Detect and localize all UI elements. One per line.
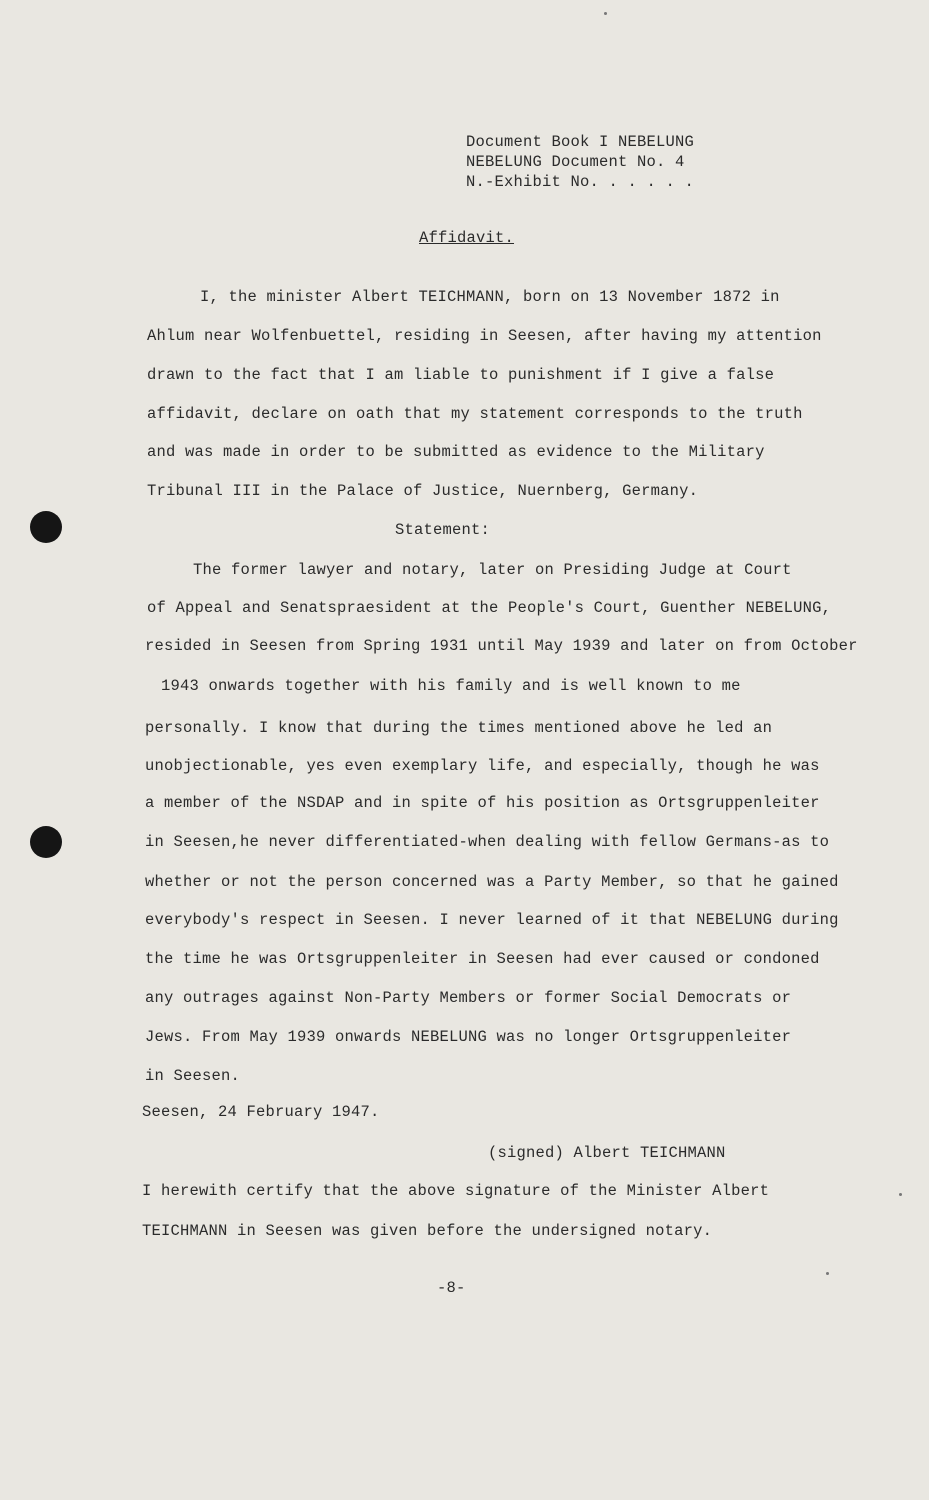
- text-line: everybody's respect in Seesen. I never learned of it that NEBELUNG during: [145, 911, 839, 929]
- statement-heading: Statement:: [395, 521, 491, 539]
- text-line: drawn to the fact that I am liable to punishment if I give a false: [147, 366, 775, 384]
- place-date: Seesen, 24 February 1947.: [142, 1103, 380, 1121]
- document-number-line: NEBELUNG Document No. 4: [466, 153, 685, 171]
- signature-line: (signed) Albert TEICHMANN: [488, 1144, 726, 1162]
- text-line: in Seesen,he never differentiated-when dealing with fellow Germans-as to: [145, 833, 830, 851]
- exhibit-number-line: N.-Exhibit No. . . . . .: [466, 173, 695, 191]
- text-line: and was made in order to be submitted as evidence to the Military: [147, 443, 765, 461]
- page-number: -8-: [437, 1279, 466, 1297]
- text-line: whether or not the person concerned was a Party Member, so that he gained: [145, 873, 839, 891]
- text-line: 1943 onwards together with his family and is well known to me: [161, 677, 741, 695]
- text-line: I, the minister Albert TEICHMANN, born on 13 November 1872 in: [200, 288, 780, 306]
- text-line: of Appeal and Senatspraesident at the People's Court, Guenther NEBELUNG,: [147, 599, 832, 617]
- text-line: unobjectionable, yes even exemplary life, and especially, though he was: [145, 757, 820, 775]
- text-line: resided in Seesen from Spring 1931 until May 1939 and later on from October: [145, 637, 858, 655]
- paper-speck: [826, 1272, 829, 1275]
- text-line: the time he was Ortsgruppenleiter in Seesen had ever caused or condoned: [145, 950, 820, 968]
- text-line: a member of the NSDAP and in spite of his position as Ortsgruppenleiter: [145, 794, 820, 812]
- document-book-line: Document Book I NEBELUNG: [466, 133, 695, 151]
- text-line: Ahlum near Wolfenbuettel, residing in Seesen, after having my attention: [147, 327, 822, 345]
- text-line: personally. I know that during the times mentioned above he led an: [145, 719, 773, 737]
- affidavit-title: Affidavit.: [419, 229, 515, 247]
- punch-hole: [30, 826, 62, 858]
- text-line: Tribunal III in the Palace of Justice, Nuernberg, Germany.: [147, 482, 699, 500]
- text-line: in Seesen.: [145, 1067, 241, 1085]
- text-line: TEICHMANN in Seesen was given before the undersigned notary.: [142, 1222, 713, 1240]
- text-line: affidavit, declare on oath that my statement corresponds to the truth: [147, 405, 803, 423]
- paper-speck: [899, 1193, 902, 1196]
- punch-hole: [30, 511, 62, 543]
- text-line: any outrages against Non-Party Members or former Social Democrats or: [145, 989, 792, 1007]
- text-line: I herewith certify that the above signature of the Minister Albert: [142, 1182, 770, 1200]
- paper-speck: [604, 12, 607, 15]
- text-line: The former lawyer and notary, later on Presiding Judge at Court: [193, 561, 792, 579]
- text-line: Jews. From May 1939 onwards NEBELUNG was no longer Ortsgruppenleiter: [145, 1028, 792, 1046]
